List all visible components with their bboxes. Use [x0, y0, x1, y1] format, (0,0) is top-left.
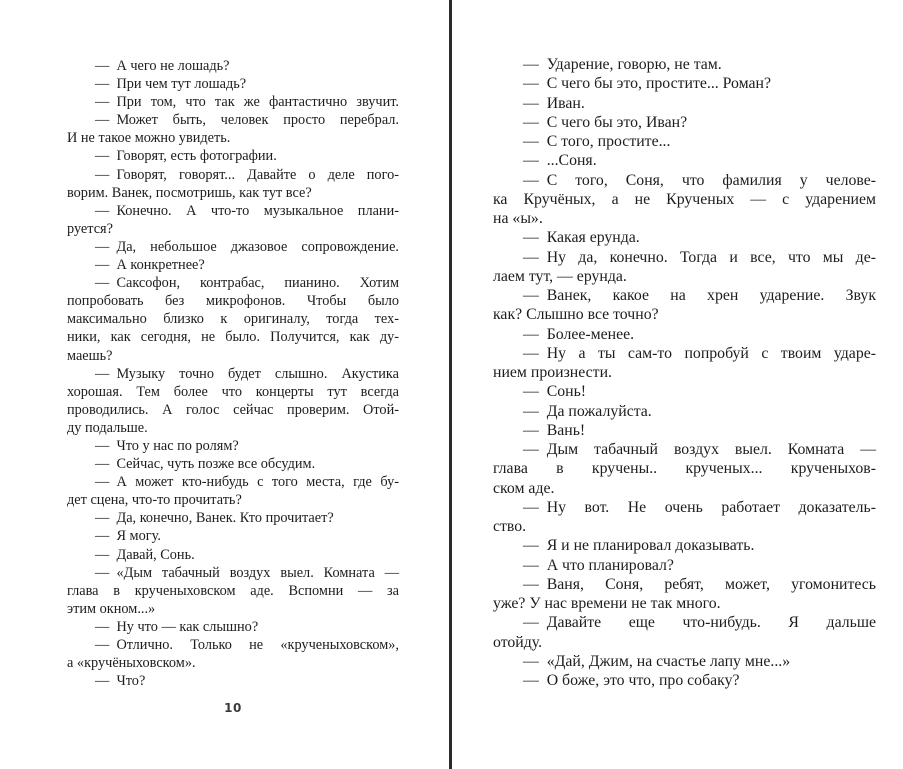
text-line: — Вань! — [523, 421, 586, 439]
text-line: максимально близко к оригиналу, тогда тех- — [67, 311, 399, 328]
text-line: — Более-менее. — [523, 325, 635, 343]
text-line: — Ванек, какое на хрен ударение. Звук — [523, 287, 876, 304]
text-line: — Конечно. А что-то музыкальное плани- — [95, 202, 399, 219]
page-divider — [449, 0, 452, 769]
text-line: — При том, что так же фантастично звучит. — [95, 94, 399, 111]
text-line: — Говорят, есть фотографии. — [95, 148, 277, 165]
text-line: — С чего бы это, Иван? — [523, 113, 688, 131]
text-line: — Да, небольшое джазовое сопровождение. — [95, 238, 399, 255]
text-line: — А чего не лошадь? — [95, 58, 230, 74]
text-line: — Давай, Сонь. — [95, 546, 195, 563]
text-line: глава в кручены.. крученых... крученыхов- — [493, 460, 876, 478]
text-line: ники, как сегодня, не было. Получится, как ду- — [67, 329, 399, 346]
text-line: ка Кручёных, а не Крученых — с ударением — [493, 190, 876, 208]
text-line: — Ударение, говорю, не там. — [523, 56, 722, 73]
text-line: — Я и не планировал доказывать. — [523, 537, 755, 555]
text-line: — С того, простите... — [523, 133, 671, 150]
text-line: — А конкретнее? — [95, 257, 205, 274]
text-line: ду подальше. — [67, 419, 148, 436]
text-line: — Да пожалуйста. — [523, 402, 652, 420]
text-line: — Какая ерунда. — [523, 229, 640, 247]
text-line: попробовать без микрофонов. Чтобы было — [67, 293, 399, 310]
text-line: — Может быть, человек просто перебрал. — [95, 112, 399, 129]
text-line: а «кручёныховском». — [67, 655, 196, 672]
text-line: — Иван. — [523, 94, 585, 112]
text-line: ском аде. — [493, 479, 555, 497]
text-line: — А может кто-нибудь с того места, где бу- — [95, 474, 399, 491]
text-line: хорошая. Тем более что концерты тут всегда — [67, 383, 399, 400]
text-line: ворим. Ванек, посмотришь, как тут все? — [67, 184, 312, 201]
page-number: 10 — [224, 701, 242, 715]
text-line: — Ваня, Соня, ребят, может, угомонитесь — [523, 575, 876, 593]
text-line: отойду. — [493, 633, 543, 651]
text-line: ство. — [493, 518, 527, 535]
text-line: — Что у нас по ролям? — [95, 437, 239, 454]
text-line: — «Дым табачный воздух выел. Комната — — [95, 564, 399, 581]
text-line: на «ы». — [493, 210, 543, 227]
text-line: лаем тут, — ерунда. — [493, 267, 627, 285]
text-line: — Саксофон, контрабас, пианино. Хотим — [95, 275, 399, 292]
text-line: этим окном...» — [67, 600, 156, 617]
text-line: — О боже, это что, про собаку? — [523, 672, 740, 689]
text-line: — ...Соня. — [523, 152, 597, 170]
text-line: уже? У нас времени не так много. — [493, 595, 721, 612]
text-line: — При чем тут лошадь? — [95, 76, 247, 93]
text-line: — Что? — [95, 673, 146, 690]
text-line: — Музыку точно будет слышно. Акустика — [95, 365, 399, 382]
text-line: — Да, конечно, Ванек. Кто прочитает? — [95, 510, 334, 527]
text-line: руется? — [67, 220, 113, 237]
text-line: маешь? — [67, 347, 113, 364]
text-line: дет сцена, что-то прочитать? — [67, 492, 242, 509]
text-line: — Сейчас, чуть позже все обсудим. — [95, 456, 316, 473]
text-line: — Отлично. Только не «крученыховском», — [95, 637, 399, 653]
text-line: — С чего бы это, простите... Роман? — [523, 75, 772, 93]
right-page — [493, 55, 876, 690]
text-line: — Ну а ты сам-то попробуй с твоим ударе- — [523, 344, 876, 362]
text-line: И не такое можно увидеть. — [67, 130, 231, 147]
text-line: — Говорят, говорят... Давайте о деле пого- — [95, 166, 399, 183]
text-line: — Давайте еще что-нибудь. Я дальше — [523, 614, 876, 632]
text-line: проводились. А голос сейчас проверим. Отой- — [67, 401, 399, 418]
left-page — [67, 57, 399, 690]
text-line: — Дым табачный воздух выел. Комната — — [523, 441, 876, 458]
text-line: нием произнести. — [493, 364, 612, 381]
text-line: как? Слышно все точно? — [493, 306, 659, 324]
text-line: — «Дай, Джим, на счастье лапу мне...» — [523, 652, 791, 670]
text-line: — Сонь! — [523, 383, 587, 401]
text-line: глава в крученыховском аде. Вспомни — за — [67, 582, 399, 599]
text-line: — Я могу. — [95, 528, 161, 545]
text-line: — С того, Соня, что фамилия у челове- — [523, 171, 876, 189]
text-line: — Ну что — как слышно? — [95, 618, 259, 635]
text-line: — А что планировал? — [523, 556, 674, 574]
text-line: — Ну да, конечно. Тогда и все, что мы де- — [523, 248, 876, 266]
text-line: — Ну вот. Не очень работает доказатель- — [523, 498, 876, 516]
